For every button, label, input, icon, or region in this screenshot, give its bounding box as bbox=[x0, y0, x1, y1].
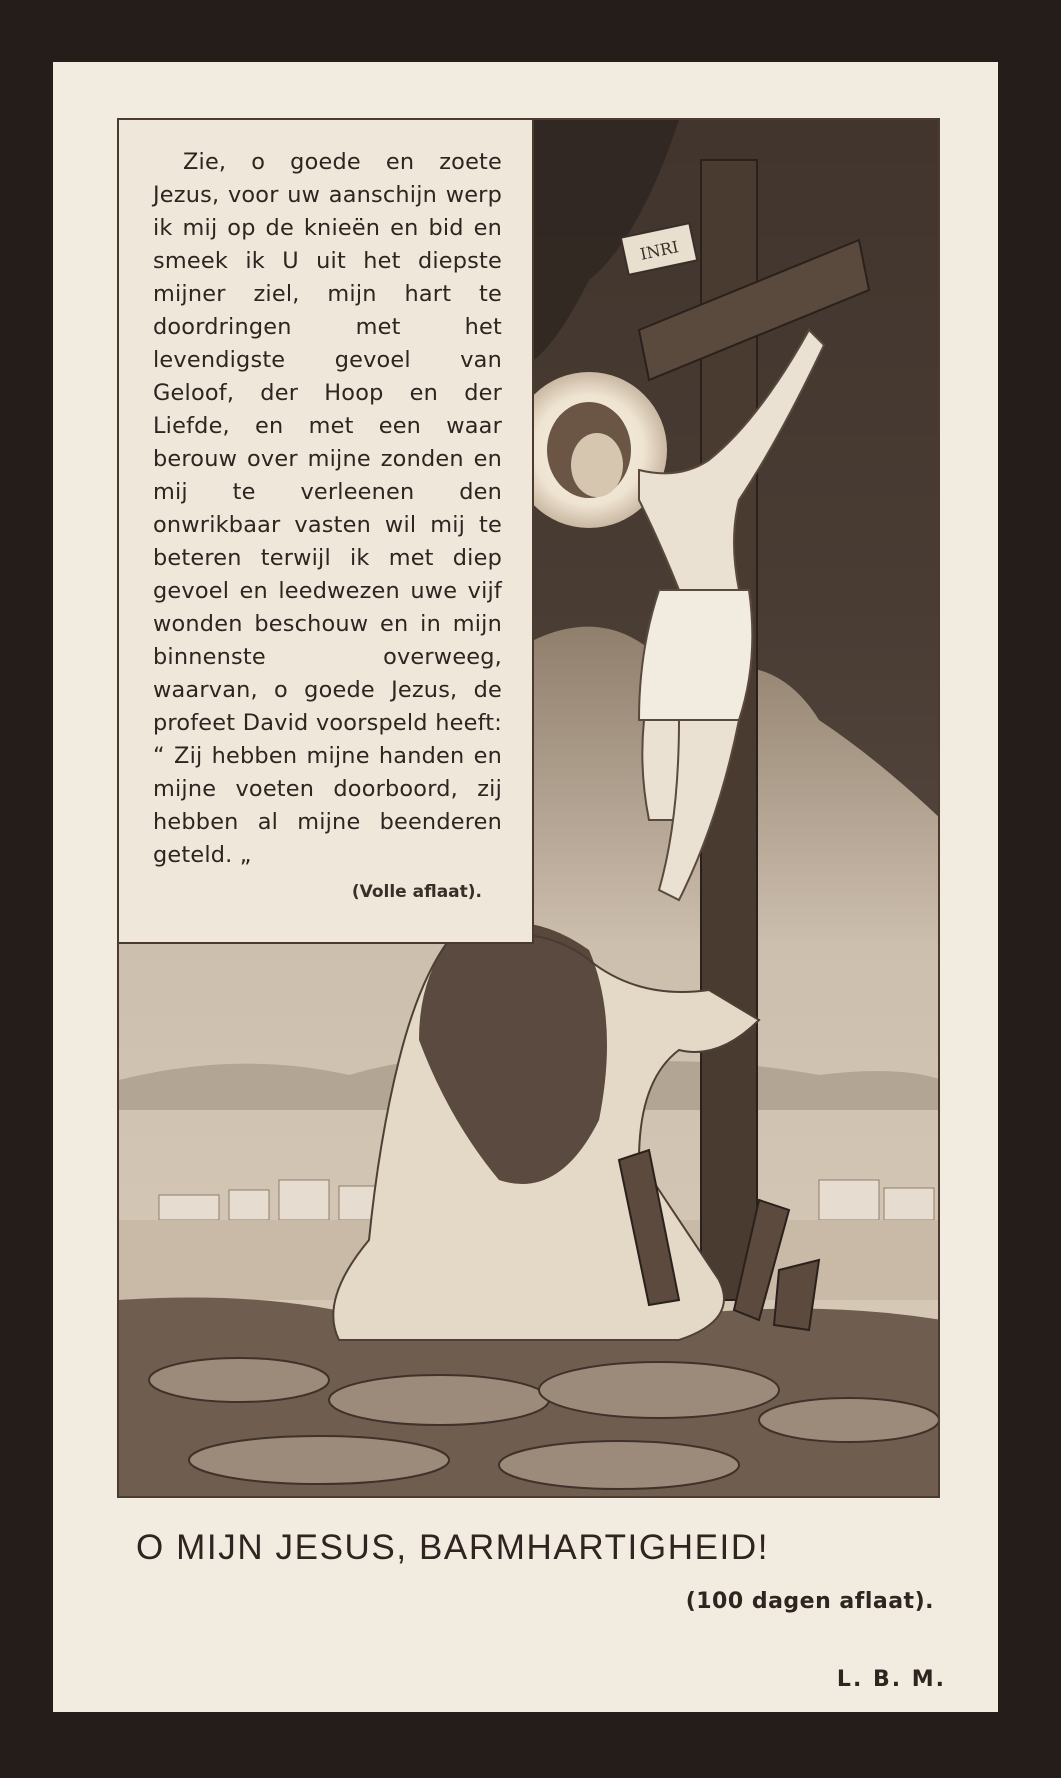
card-inner-panel bbox=[53, 62, 998, 1712]
prayer-text: Zie, o goede en zoete Jezus, voor uw aanschijn werp ik mij op de knieën en bid en smeek ik U uit het diepste mijner ziel, mijn hart te doordringen met het levendigste gevoel van Geloof, der Hoop en der Liefde, en met een waar berouw over mijne zonden en mij te verleenen den onwrikbaar vasten wil mij te beteren terwijl ik met diep gevoel en leedwezen uwe vijf wonden beschouw en in mijn binnenste overweeg, waarvan, o goede Jezus, de profeet David voorspeld heeft: “ Zij hebben mijne handen en mijne voeten doorboord, zij hebben al mijne beenderen geteld. „ bbox=[153, 149, 502, 868]
crucifixion-illustration bbox=[117, 118, 940, 1498]
inri-sign: INRI bbox=[638, 237, 681, 264]
indulgence-100-days: (100 dagen aflaat). bbox=[685, 1589, 934, 1614]
invocation-title: O MIJN JESUS, BARMHARTIGHEID! bbox=[136, 1528, 770, 1567]
prayer-text-panel bbox=[119, 120, 534, 944]
printer-initials: L. B. M. bbox=[836, 1667, 946, 1692]
plenary-indulgence-note: (Volle aflaat). bbox=[351, 882, 482, 902]
